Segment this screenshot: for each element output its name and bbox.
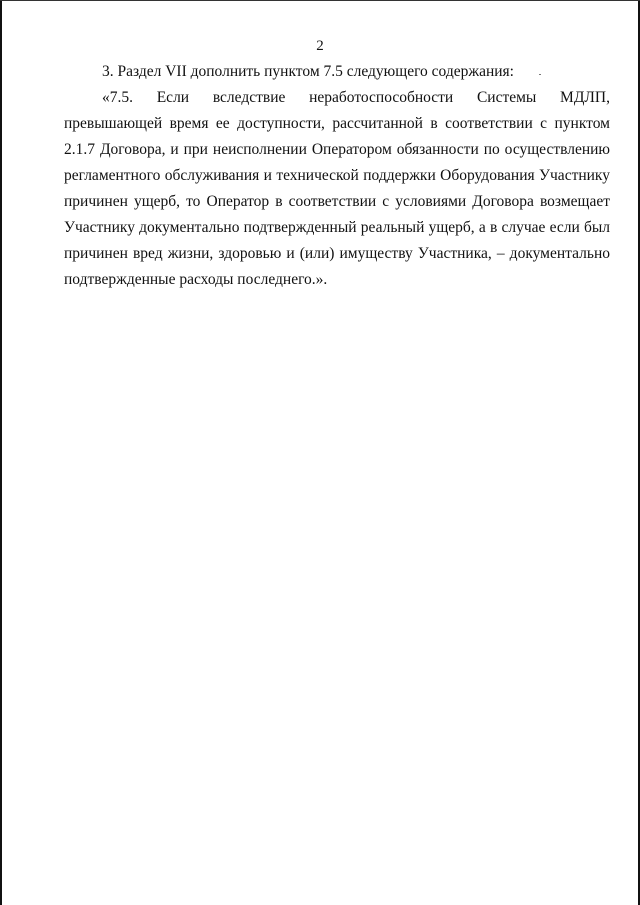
document-body: [64, 59, 610, 293]
scan-edge-left: [0, 0, 2, 905]
scan-speck: [539, 74, 541, 75]
amendment-intro: 3. Раздел VII дополнить пунктом 7.5 следующего содержания:: [102, 63, 514, 80]
page-number: 2: [316, 38, 324, 54]
scan-edge-top: [0, 0, 640, 1]
amendment-clause-7-5: «7.5. Если вследствие неработоспособности Системы МДЛП, превышающей время ее доступности, рассчитанной в соответствии с пунктом 2.1.7 Договора, и при неисполнении Оператором обязанности по осуществлению регламентного обслуживания и технической поддержки Оборудования Участнику причинен ущерб, то Оператор в соответствии с условиями Договора возмещает Участнику документально подтвержденный реальный ущерб, а в случае если был причинен вред жизни, здоровью и (или) имуществу Участника, – документально подтвержденные расходы последнего.».: [64, 89, 610, 288]
